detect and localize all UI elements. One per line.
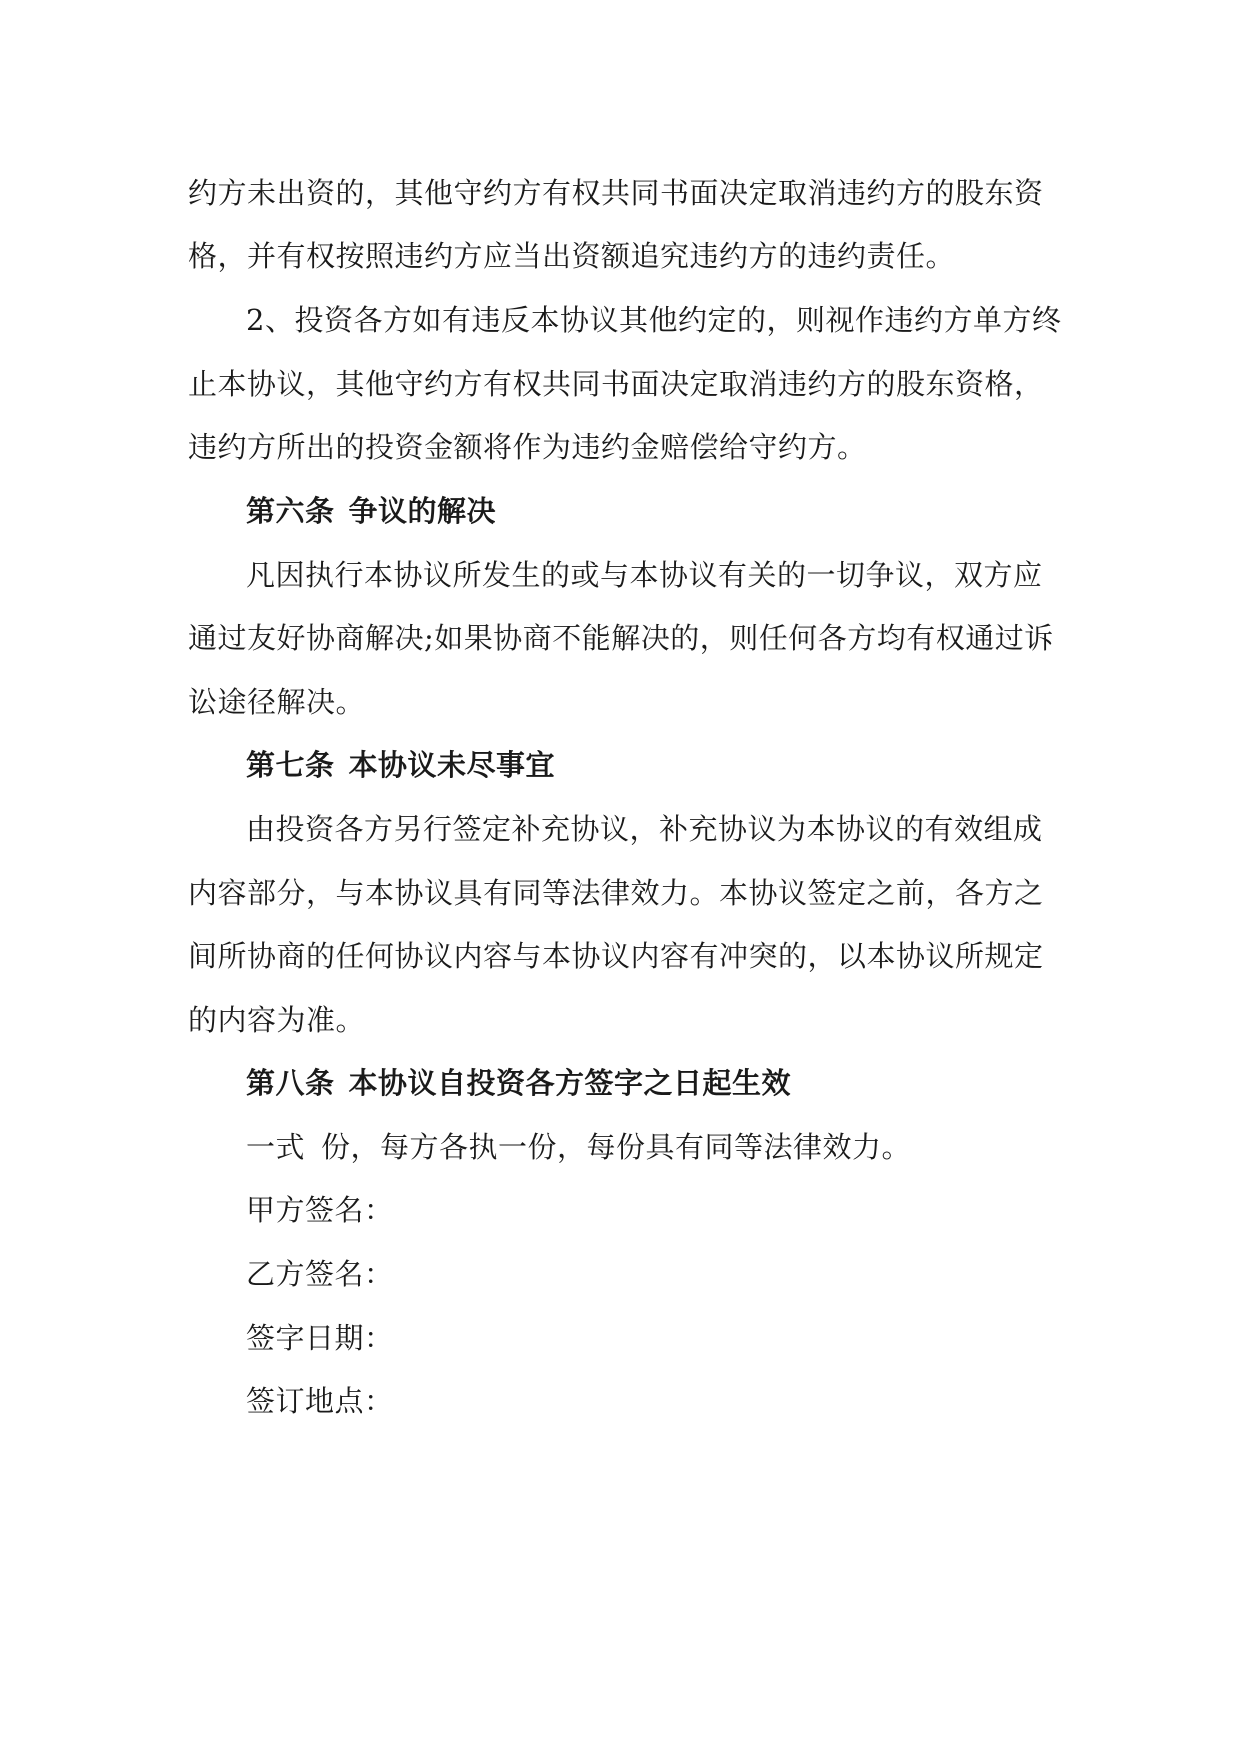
article-title: 本协议未尽事宜 [348, 748, 556, 782]
article-number: 第六条 [246, 494, 335, 528]
paragraph-line [246, 1127, 1126, 1167]
article-8-heading [246, 1063, 1126, 1103]
signature-place-label: 签订地点： [246, 1384, 394, 1418]
article-number: 第七条 [246, 748, 335, 782]
paragraph-line: 的内容为准。 [188, 1003, 366, 1037]
article-7-heading [246, 745, 1126, 785]
article-title: 本协议自投资各方签字之日起生效 [348, 1066, 792, 1100]
article-6-heading [246, 491, 1126, 531]
paragraph-line: 由投资各方另行签定补充协议，补充协议为本协议的有效组成 [246, 812, 1043, 846]
copies-prefix: 一式 [246, 1130, 306, 1164]
signature-date-label: 签字日期： [246, 1321, 394, 1355]
paragraph-line: 格，并有权按照违约方应当出资额追究违约方的违约责任。 [188, 239, 956, 273]
paragraph-line: 讼途径解决。 [188, 685, 366, 719]
signature-party-b-label: 乙方签名： [246, 1257, 394, 1291]
article-title: 争议的解决 [348, 494, 497, 528]
paragraph-line: 止本协议，其他守约方有权共同书面决定取消违约方的股东资格， [188, 367, 1044, 401]
paragraph-line: 凡因执行本协议所发生的或与本协议有关的一切争议，双方应 [246, 558, 1043, 592]
signature-party-a-label: 甲方签名： [246, 1193, 394, 1227]
paragraph-line: 约方未出资的，其他守约方有权共同书面决定取消违约方的股东资 [188, 176, 1044, 210]
paragraph-line: 间所协商的任何协议内容与本协议内容有冲突的，以本协议所规定 [188, 939, 1044, 973]
paragraph-line: 违约方所出的投资金额将作为违约金赔偿给守约方。 [188, 430, 867, 464]
paragraph-line: 通过友好协商解决;如果协商不能解决的，则任何各方均有权通过诉 [188, 621, 1054, 655]
paragraph-line: 2、投资各方如有违反本协议其他约定的，则视作违约方单方终 [246, 303, 1062, 337]
copies-suffix: 份，每方各执一份，每份具有同等法律效力。 [321, 1130, 912, 1164]
paragraph-line: 内容部分，与本协议具有同等法律效力。本协议签定之前，各方之 [188, 876, 1044, 910]
article-number: 第八条 [246, 1066, 335, 1100]
